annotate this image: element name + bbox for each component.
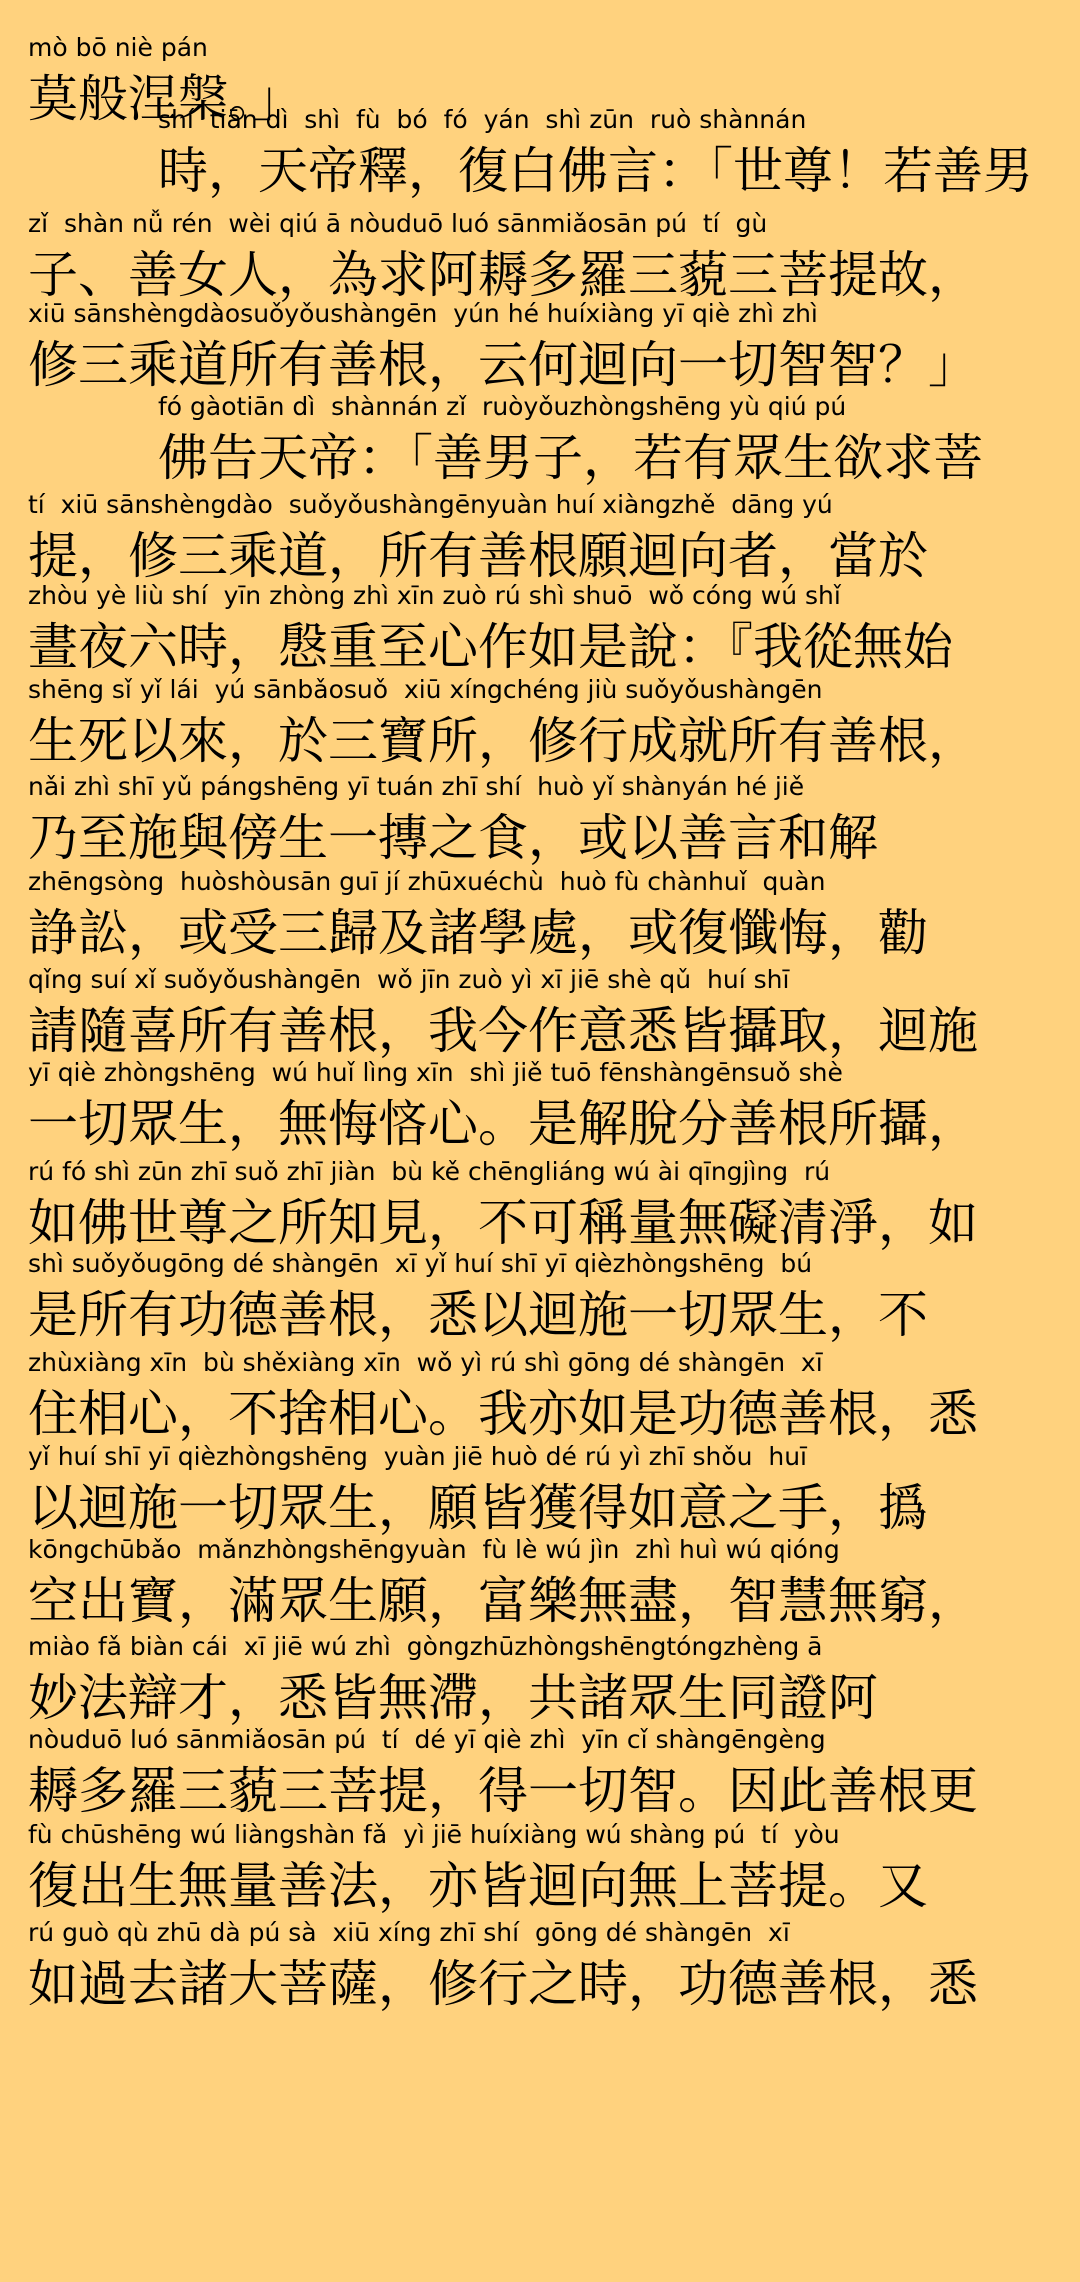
pinyin-annotation: rú fó shì zūn zhī suǒ zhī jiàn bù kě chēngliáng wú ài qīngjìng rú bbox=[28, 1157, 831, 1186]
pinyin-annotation: tí xiū sānshèngdào suǒyǒushàngēnyuàn huí xiàngzhě dāng yú bbox=[28, 490, 833, 519]
text-line bbox=[0, 1152, 1080, 1258]
text-line bbox=[0, 387, 1080, 493]
chinese-text: 莫般涅槃。」 bbox=[28, 70, 303, 128]
text-line bbox=[0, 1627, 1080, 1733]
chinese-text: 子、善女人，為求阿耨多羅三藐三菩提故， bbox=[28, 246, 978, 304]
text-line bbox=[0, 294, 1080, 400]
chinese-text: 復出生無量善法，亦皆迴向無上菩提。又 bbox=[28, 1857, 928, 1915]
pinyin-annotation: fó gàotiān dì shànnán zǐ ruòyǒuzhòngshēng yù qiú pú bbox=[158, 392, 847, 421]
chinese-text: 妙法辯才，悉皆無滯，共諸眾生同證阿 bbox=[28, 1669, 878, 1727]
pinyin-annotation: shēng sǐ yǐ lái yú sānbǎosuǒ xiū xíngchéng jiù suǒyǒushàngēn bbox=[28, 675, 823, 704]
text-line bbox=[0, 1244, 1080, 1350]
text-line bbox=[0, 1437, 1080, 1543]
pinyin-annotation: rú guò qù zhū dà pú sà xiū xíng zhī shí gōng dé shàngēn xī bbox=[28, 1918, 790, 1947]
pinyin-annotation: qǐng suí xǐ suǒyǒushàngēn wǒ jīn zuò yì xī jiē shè qǔ huí shī bbox=[28, 965, 790, 994]
chinese-text: 乃至施與傍生一摶之食，或以善言和解 bbox=[28, 809, 878, 867]
text-line bbox=[0, 100, 1080, 206]
chinese-text: 耨多羅三藐三菩提，得一切智。因此善根更 bbox=[28, 1762, 978, 1820]
text-line bbox=[0, 1815, 1080, 1921]
chinese-text: 空出寶，滿眾生願，富樂無盡，智慧無窮， bbox=[28, 1572, 978, 1630]
text-line bbox=[0, 1720, 1080, 1826]
text-line bbox=[0, 1530, 1080, 1636]
chinese-text: 請隨喜所有善根，我今作意悉皆攝取，迴施 bbox=[28, 1002, 978, 1060]
pinyin-annotation: yǐ huí shī yī qièzhòngshēng yuàn jiē huò dé rú yì zhī shǒu huī bbox=[28, 1442, 808, 1471]
pinyin-annotation: nǎi zhì shī yǔ pángshēng yī tuán zhī shí huò yǐ shànyán hé jiě bbox=[28, 772, 805, 801]
pinyin-annotation: kōngchūbǎo mǎnzhòngshēngyuàn fù lè wú jìn zhì huì wú qióng bbox=[28, 1535, 840, 1564]
chinese-text: 生死以來，於三寶所，修行成就所有善根， bbox=[28, 712, 978, 770]
pinyin-annotation: zǐ shàn nǚ rén wèi qiú ā nòuduō luó sānmiǎosān pú tí gù bbox=[28, 209, 768, 238]
chinese-text: 是所有功德善根，悉以迴施一切眾生，不 bbox=[28, 1286, 928, 1344]
text-line bbox=[0, 960, 1080, 1066]
chinese-text: 時，天帝釋，復白佛言：「世尊！若善男 bbox=[158, 142, 1033, 200]
chinese-text: 修三乘道所有善根，云何迴向一切智智？」 bbox=[28, 336, 978, 394]
pinyin-annotation: zhòu yè liù shí yīn zhòng zhì xīn zuò rú shì shuō wǒ cóng wú shǐ bbox=[28, 581, 841, 610]
pinyin-annotation: xiū sānshèngdàosuǒyǒushàngēn yún hé huíxiàng yī qiè zhì zhì bbox=[28, 299, 818, 328]
pinyin-annotation: yī qiè zhòngshēng wú huǐ lìng xīn shì jiě tuō fēnshàngēnsuǒ shè bbox=[28, 1058, 843, 1087]
text-line bbox=[0, 670, 1080, 776]
text-line bbox=[0, 862, 1080, 968]
chinese-text: 晝夜六時，慇重至心作如是說：『我從無始 bbox=[28, 618, 953, 676]
pinyin-annotation: shí tiān dì shì fù bó fó yán shì zūn ruò shànnán bbox=[158, 105, 807, 134]
text-line bbox=[0, 576, 1080, 682]
pinyin-annotation: zhùxiàng xīn bù shěxiàng xīn wǒ yì rú shì gōng dé shàngēn xī bbox=[28, 1348, 823, 1377]
chinese-text: 如過去諸大菩薩，修行之時，功德善根，悉 bbox=[28, 1955, 978, 2013]
text-line bbox=[0, 1913, 1080, 2019]
pinyin-annotation: fù chūshēng wú liàngshàn fǎ yì jiē huíxiàng wú shàng pú tí yòu bbox=[28, 1820, 840, 1849]
chinese-text: 諍訟，或受三歸及諸學處，或復懺悔，勸 bbox=[28, 904, 928, 962]
chinese-text: 佛告天帝：「善男子，若有眾生欲求菩 bbox=[158, 429, 983, 487]
chinese-text: 住相心，不捨相心。我亦如是功德善根，悉 bbox=[28, 1385, 978, 1443]
text-line bbox=[0, 1053, 1080, 1159]
pinyin-annotation: mò bō niè pán bbox=[28, 33, 208, 62]
pinyin-annotation: nòuduō luó sānmiǎosān pú tí dé yī qiè zhì yīn cǐ shàngēngèng bbox=[28, 1725, 826, 1754]
chinese-text: 以迴施一切眾生，願皆獲得如意之手，撝 bbox=[28, 1479, 928, 1537]
text-line bbox=[0, 767, 1080, 873]
pinyin-annotation: zhēngsòng huòshòusān guī jí zhūxuéchù huò fù chànhuǐ quàn bbox=[28, 867, 826, 896]
text-line bbox=[0, 1343, 1080, 1449]
pinyin-annotation: shì suǒyǒugōng dé shàngēn xī yǐ huí shī yī qièzhòngshēng bú bbox=[28, 1249, 813, 1278]
pinyin-annotation: miào fǎ biàn cái xī jiē wú zhì gòngzhūzhòngshēngtóngzhèng ā bbox=[28, 1632, 823, 1661]
chinese-text: 提，修三乘道，所有善根願迴向者，當於 bbox=[28, 527, 928, 585]
chinese-text: 如佛世尊之所知見，不可稱量無礙清淨，如 bbox=[28, 1194, 978, 1252]
chinese-text: 一切眾生，無悔悋心。是解脫分善根所攝， bbox=[28, 1095, 978, 1153]
